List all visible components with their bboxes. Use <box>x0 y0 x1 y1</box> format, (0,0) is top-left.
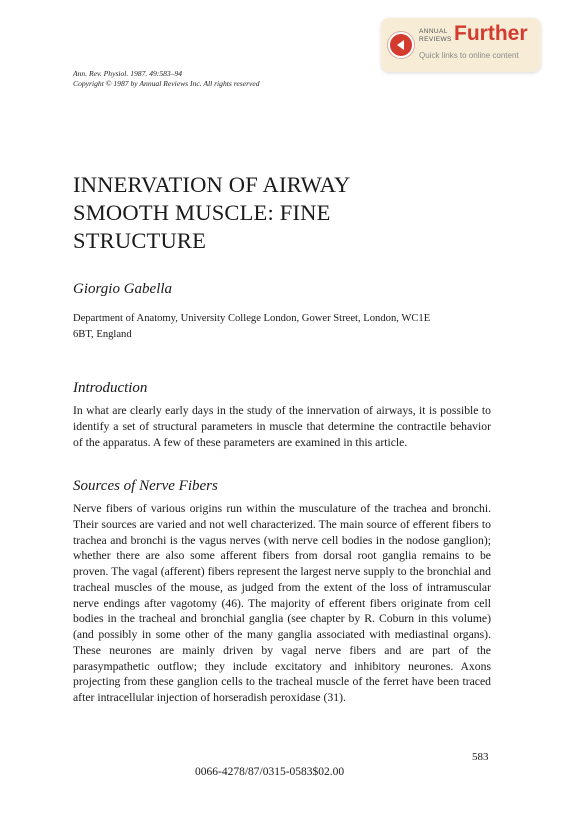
badge-reviews-label: REVIEWS <box>419 36 452 43</box>
page-number: 583 <box>472 751 489 763</box>
further-badge[interactable] <box>381 18 541 72</box>
badge-annual-reviews <box>419 28 452 44</box>
article-code: 0066-4278/87/0315-0583$02.00 <box>195 766 345 778</box>
section-heading-introduction: Introduction <box>73 380 148 396</box>
affiliation-line: Department of Anatomy, University College London, Gower Street, London, WC1E <box>73 313 431 324</box>
title-line: STRUCTURE <box>73 228 207 253</box>
author-affiliation <box>73 311 493 342</box>
badge-annual-label: ANNUAL <box>419 28 448 35</box>
section-paragraph-sources: Nerve fibers of various origins run within the musculature of the trachea and bronchi. Their sources are varied and not well characterized. The main source of efferent fibers to trachea and bronchi is the vagus nerves (with nerve cell bodies in the nodose ganglion); whether there are also some afferent fibers from dorsal root ganglia remains to be proven. The vagal (afferent) fibers represent the largest nerve supply to the bronchial and tracheal muscles of the mouse, as judged from the extent of the loss of intramuscular nerve endings after vagotomy (46). The majority of efferent fibers originate from cell bodies in the tracheal and bronchial ganglia (see chapter by R. Coburn in this volume) (and possibly in some other of the many ganglia associated with mediastinal organs). These neurones are mainly driven by vagal nerve fibers and are part of the parasympathetic outflow; they include excitatory and inhibitory neurones. Axons projecting from these ganglion cells to the tracheal muscle of the ferret have been traced after intracellular injection of horseradish peroxidase (31). <box>73 502 491 704</box>
article-title <box>73 171 473 255</box>
title-line: INNERVATION OF AIRWAY <box>73 172 351 197</box>
author-name: Giorgio Gabella <box>73 281 173 297</box>
section-heading-sources: Sources of Nerve Fibers <box>73 478 218 494</box>
title-line: SMOOTH MUSCLE: FINE <box>73 200 331 225</box>
badge-further-label: Further <box>454 22 528 45</box>
journal-reference: Ann. Rev. Physiol. 1987. 49:583–94 <box>73 69 183 78</box>
badge-subtitle: Quick links to online content <box>419 51 519 60</box>
copyright-notice: Copyright © 1987 by Annual Reviews Inc. All rights reserved <box>73 79 260 88</box>
arrow-left-icon <box>388 32 414 58</box>
section-paragraph-introduction: In what are clearly early days in the study of the innervation of airways, it is possible to identify a set of structural parameters in muscle that determine the contractile behavior of the apparatus. A few of these parameters are examined in this article. <box>73 404 491 449</box>
affiliation-line: 6BT, England <box>73 328 132 340</box>
